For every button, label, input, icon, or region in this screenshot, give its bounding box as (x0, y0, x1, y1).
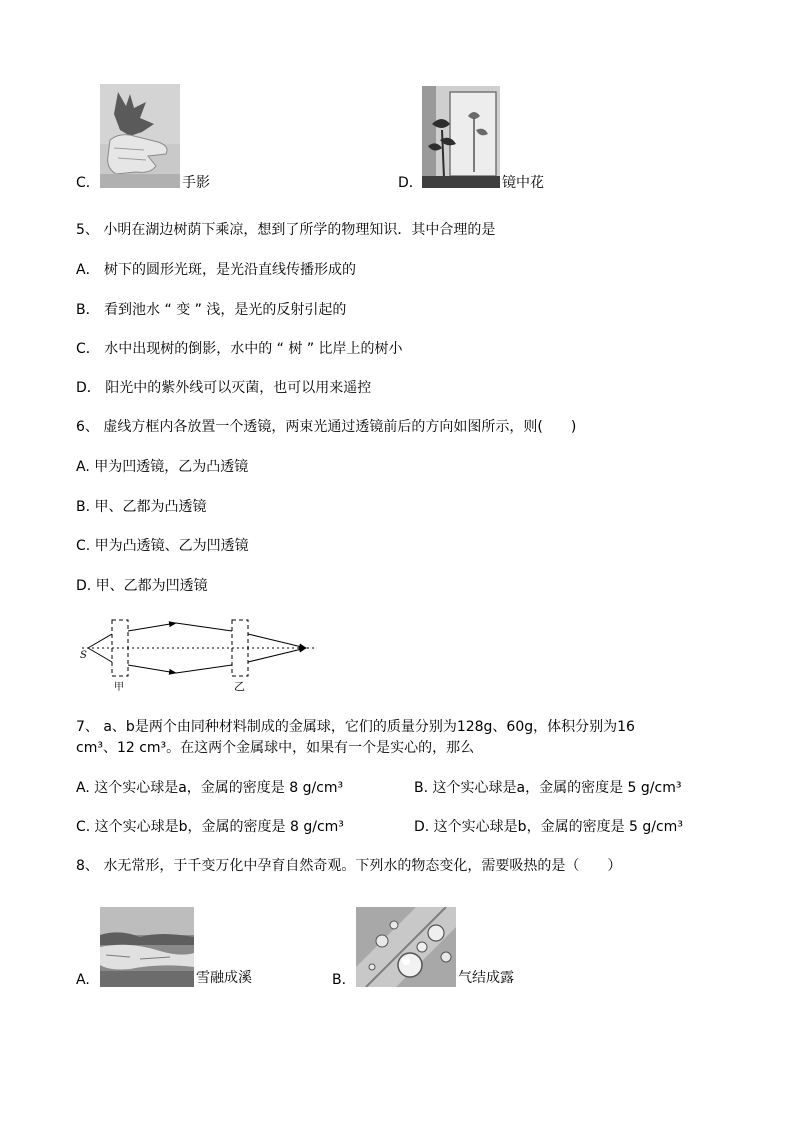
ray-1c (176, 623, 232, 631)
question-8-stem: 8、 水无常形，于千变万化中孕育自然奇观。下列水的物态变化，需要吸热的是（ ） (76, 858, 622, 874)
question-6-stem: 6、 虚线方框内各放置一个透镜，两束光通过透镜前后的方向如图所示，则( ) (76, 419, 577, 435)
dew-drops-image (356, 907, 456, 987)
question-6-option-b: B. 甲、乙都为凸透镜 (76, 499, 207, 515)
q8-option-a-caption: 雪融成溪 (196, 970, 252, 986)
question-5-option-d: D． 阳光中的紫外线可以灭菌，也可以用来遥控 (76, 380, 372, 396)
lens-box-jia (112, 620, 128, 676)
question-5-option-c: C． 水中出现树的倒影，水中的 “ 树 ” 比岸上的树小 (76, 341, 403, 357)
mirror-flower-image (422, 86, 500, 188)
lens-label-yi: 乙 (234, 680, 245, 692)
question-6-option-a: A. 甲为凹透镜，乙为凸透镜 (76, 459, 249, 475)
question-7-option-c: C. 这个实心球是b，金属的密度是 8 g/cm³ (76, 819, 344, 835)
question-6-option-d: D. 甲、乙都为凹透镜 (76, 578, 208, 594)
lens-label-jia: 甲 (114, 682, 124, 692)
option-d-caption: 镜中花 (502, 175, 544, 191)
ray-2b (128, 665, 176, 673)
lens-ray-diagram (76, 616, 316, 692)
question-7-stem-line-2: cm³、12 cm³。在这两个金属球中，如果有一个是实心的，那么 (76, 740, 475, 756)
q8-option-b-caption: 气结成露 (458, 970, 514, 986)
question-7-stem-line-1: 7、 a、b是两个由同种材料制成的金属球，它们的质量分别为128g、60g，体积分别为16 (76, 719, 635, 735)
ray-2d (248, 648, 306, 662)
ray-2c (176, 665, 232, 673)
mirror-flower-photo (422, 86, 500, 188)
source-point-label: S (80, 650, 87, 661)
question-7-option-d: D. 这个实心球是b，金属的密度是 5 g/cm³ (414, 819, 683, 835)
question-5-option-b: B． 看到池水 “ 变 ” 浅，是光的反射引起的 (76, 302, 347, 318)
question-5-stem: 5、 小明在湖边树荫下乘凉，想到了所学的物理知识．其中合理的是 (76, 222, 496, 238)
snow-melt-photo (100, 907, 194, 987)
ray-1b (128, 623, 176, 631)
option-c-label: C． (76, 175, 100, 191)
lens-box-yi (232, 620, 248, 676)
option-d-label: D． (398, 175, 423, 191)
q8-option-b-label: B. (332, 972, 347, 988)
question-5-option-a: A． 树下的圆形光斑，是光沿直线传播形成的 (76, 262, 357, 278)
q8-option-a-label: A. (76, 972, 90, 988)
ray-2a (88, 648, 112, 662)
hand-shadow-photo (100, 84, 180, 188)
snow-melt-image (100, 907, 194, 987)
ray-1a (88, 634, 112, 648)
option-c-caption: 手影 (182, 175, 210, 191)
dew-drops-photo (356, 907, 456, 987)
hand-shadow-image (100, 84, 180, 188)
question-7-option-a: A. 这个实心球是a，金属的密度是 8 g/cm³ (76, 780, 344, 796)
question-7-option-b: B. 这个实心球是a，金属的密度是 5 g/cm³ (414, 780, 682, 796)
ray-1d (248, 634, 306, 648)
question-6-option-c: C. 甲为凸透镜、乙为凹透镜 (76, 538, 249, 554)
